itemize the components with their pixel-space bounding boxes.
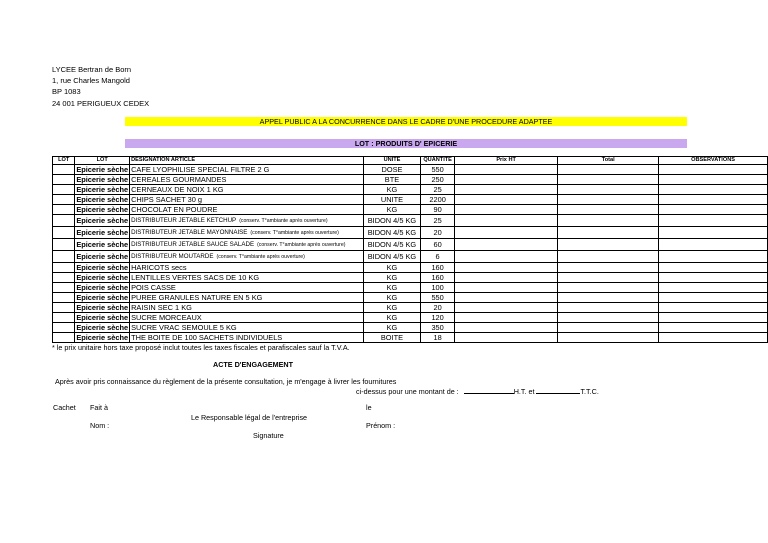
lot-cell	[53, 273, 75, 283]
responsable-label: Le Responsable légal de l'entreprise	[191, 413, 308, 422]
lot-cell	[53, 293, 75, 303]
category-cell: Epicerie sèche	[76, 303, 129, 312]
header-designation: DESIGNATION ARTICLE	[130, 157, 364, 165]
total-cell	[558, 239, 659, 251]
prix-ht-cell	[455, 185, 558, 195]
category-cell: Epicerie sèche	[76, 216, 129, 225]
unite-cell: KG	[363, 205, 420, 215]
designation-note: (conserv. T°ambiante après ouverture)	[250, 230, 339, 236]
designation-text: LENTILLES VERTES SACS DE 10 KG	[131, 273, 260, 282]
designation-text: DISTRIBUTEUR JETABLE SAUCE SALADE	[131, 241, 255, 248]
header-unite: UNITE	[363, 157, 420, 165]
table-row	[53, 227, 768, 239]
total-cell	[558, 283, 659, 293]
observations-cell	[659, 175, 768, 185]
category-cell: Epicerie sèche	[76, 263, 129, 272]
prix-ht-cell	[455, 273, 558, 283]
designation-cell	[130, 185, 364, 195]
table-row	[53, 185, 768, 195]
amount-prefix: ci-dessus pour une montant de :	[356, 387, 459, 396]
lot-cell	[53, 205, 75, 215]
category-cell: Epicerie sèche	[76, 240, 129, 249]
unite-cell: BOITE	[363, 333, 420, 343]
designation-cell	[130, 175, 364, 185]
lot-cell	[53, 185, 75, 195]
designation-text: SUCRE MORCEAUX	[131, 313, 202, 322]
lot-cell	[53, 323, 75, 333]
le-label: le	[366, 403, 372, 412]
quantite-cell: 160	[421, 273, 455, 283]
designation-cell	[130, 165, 364, 175]
engagement-sentence: Après avoir pris connaissance du règlement de la présente consultation, je m'engage à livrer les fournitures	[55, 377, 397, 386]
lot-cell	[53, 313, 75, 323]
category-cell: Epicerie sèche	[76, 293, 129, 302]
designation-cell	[130, 313, 364, 323]
table-row	[53, 313, 768, 323]
observations-cell	[659, 293, 768, 303]
prix-ht-cell	[455, 333, 558, 343]
observations-cell	[659, 273, 768, 283]
observations-cell	[659, 323, 768, 333]
amount-line	[356, 386, 599, 396]
observations-cell	[659, 215, 768, 227]
unite-cell: BIDON 4/5 KG	[363, 227, 420, 239]
designation-cell	[130, 323, 364, 333]
observations-cell	[659, 195, 768, 205]
unite-cell: DOSE	[363, 165, 420, 175]
prix-ht-cell	[455, 205, 558, 215]
total-cell	[558, 195, 659, 205]
total-cell	[558, 333, 659, 343]
category-cell: Epicerie sèche	[76, 333, 129, 342]
address-line: 24 001 PERIGUEUX CEDEX	[52, 98, 150, 108]
category-cell: Epicerie sèche	[76, 313, 129, 322]
lot-cell	[53, 303, 75, 313]
table-row	[53, 303, 768, 313]
header-quantite: QUANTITE	[421, 157, 455, 165]
quantite-cell: 60	[421, 239, 455, 251]
nom-label: Nom :	[90, 421, 110, 430]
table-row	[53, 251, 768, 263]
designation-text: CAFE LYOPHILISE SPECIAL FILTRE 2 G	[131, 165, 270, 174]
designation-cell	[130, 273, 364, 283]
lot-cell	[53, 251, 75, 263]
lot-title-banner: LOT : PRODUITS D' EPICERIE	[125, 139, 687, 148]
observations-cell	[659, 227, 768, 239]
category-cell: Epicerie sèche	[76, 165, 129, 174]
tender-banner: APPEL PUBLIC A LA CONCURRENCE DANS LE CADRE D'UNE PROCEDURE ADAPTEE	[125, 117, 687, 126]
lot-cell	[53, 227, 75, 239]
quantite-cell: 20	[421, 303, 455, 313]
unite-cell: BIDON 4/5 KG	[363, 239, 420, 251]
table-row	[53, 239, 768, 251]
category-cell: Epicerie sèche	[76, 228, 129, 237]
observations-cell	[659, 239, 768, 251]
unite-cell: BTE	[363, 175, 420, 185]
unite-cell: BIDON 4/5 KG	[363, 215, 420, 227]
designation-text: CERNEAUX DE NOIX 1 KG	[131, 185, 224, 194]
address-line: 1, rue Charles Mangold	[52, 76, 130, 86]
observations-cell	[659, 333, 768, 343]
quantite-cell: 120	[421, 313, 455, 323]
quantite-cell: 25	[421, 185, 455, 195]
designation-cell	[130, 333, 364, 343]
quantite-cell: 20	[421, 227, 455, 239]
table-row	[53, 263, 768, 273]
lot-cell	[53, 263, 75, 273]
table-row	[53, 175, 768, 185]
lot-cell	[53, 195, 75, 205]
header-prix-ht: Prix HT	[455, 157, 558, 165]
unite-cell: KG	[363, 313, 420, 323]
amount-ht-field[interactable]	[464, 386, 514, 394]
table-row	[53, 273, 768, 283]
fait-a-label: Fait à	[90, 403, 108, 412]
category-cell: Epicerie sèche	[76, 273, 129, 282]
observations-cell	[659, 165, 768, 175]
table-row	[53, 215, 768, 227]
school-address	[52, 64, 149, 109]
category-cell: Epicerie sèche	[76, 195, 129, 204]
prenom-label: Prénom :	[366, 421, 396, 430]
quantite-cell: 250	[421, 175, 455, 185]
quantite-cell: 100	[421, 283, 455, 293]
quantite-cell: 18	[421, 333, 455, 343]
unite-cell: KG	[363, 323, 420, 333]
table-row	[53, 195, 768, 205]
header-lot: LOT	[53, 157, 75, 165]
designation-cell	[130, 205, 364, 215]
unite-cell: KG	[363, 185, 420, 195]
engagement-title: ACTE D'ENGAGEMENT	[213, 360, 293, 369]
designation-text: THE BOITE DE 100 SACHETS INDIVIDUELS	[131, 333, 283, 342]
table-header-row	[53, 157, 768, 165]
designation-text: SUCRE VRAC SEMOULE 5 KG	[131, 323, 237, 332]
observations-cell	[659, 205, 768, 215]
unite-cell: KG	[363, 273, 420, 283]
header-total: Total	[558, 157, 659, 165]
ttc-label: T.T.C.	[580, 387, 599, 396]
total-cell	[558, 273, 659, 283]
total-cell	[558, 215, 659, 227]
category-cell: Epicerie sèche	[76, 185, 129, 194]
lot-cell	[53, 283, 75, 293]
prix-ht-cell	[455, 165, 558, 175]
prix-ht-cell	[455, 263, 558, 273]
category-cell: Epicerie sèche	[76, 252, 129, 261]
unite-cell: KG	[363, 293, 420, 303]
unite-cell: UNITE	[363, 195, 420, 205]
designation-cell	[130, 215, 364, 227]
total-cell	[558, 323, 659, 333]
unite-cell: BIDON 4/5 KG	[363, 251, 420, 263]
prix-ht-cell	[455, 175, 558, 185]
quantite-cell: 25	[421, 215, 455, 227]
designation-text: CHIPS SACHET 30 g	[131, 195, 203, 204]
prix-ht-cell	[455, 251, 558, 263]
designation-text: CEREALES GOURMANDES	[131, 175, 227, 184]
table-row	[53, 283, 768, 293]
observations-cell	[659, 185, 768, 195]
prix-ht-cell	[455, 313, 558, 323]
designation-text: DISTRIBUTEUR JETABLE KETCHUP	[131, 217, 237, 224]
signature-label: Signature	[253, 431, 284, 440]
unite-cell: KG	[363, 263, 420, 273]
prix-ht-cell	[455, 215, 558, 227]
prix-ht-cell	[455, 195, 558, 205]
designation-note: (conserv. T°ambiante après ouverture)	[257, 242, 346, 248]
designation-cell	[130, 251, 364, 263]
address-line: BP 1083	[52, 87, 81, 97]
lot-cell	[53, 215, 75, 227]
designation-text: DISTRIBUTEUR MOUTARDE	[131, 253, 214, 260]
category-cell: Epicerie sèche	[76, 205, 129, 214]
designation-text: DISTRIBUTEUR JETABLE MAYONNAISE	[131, 229, 248, 236]
observations-cell	[659, 303, 768, 313]
total-cell	[558, 227, 659, 239]
header-lot-category: LOT	[75, 157, 130, 165]
lot-cell	[53, 239, 75, 251]
amount-ttc-field[interactable]	[536, 386, 580, 394]
total-cell	[558, 205, 659, 215]
total-cell	[558, 175, 659, 185]
total-cell	[558, 313, 659, 323]
total-cell	[558, 303, 659, 313]
total-cell	[558, 185, 659, 195]
cachet-label: Cachet	[53, 403, 76, 412]
prix-ht-cell	[455, 283, 558, 293]
total-cell	[558, 293, 659, 303]
designation-cell	[130, 293, 364, 303]
table-row	[53, 333, 768, 343]
prix-ht-cell	[455, 303, 558, 313]
prix-ht-cell	[455, 293, 558, 303]
total-cell	[558, 263, 659, 273]
designation-cell	[130, 227, 364, 239]
observations-cell	[659, 251, 768, 263]
designation-text: HARICOTS secs	[131, 263, 187, 272]
address-line: LYCEE Bertran de Born	[52, 65, 132, 74]
unite-cell: KG	[363, 283, 420, 293]
designation-text: POIS CASSE	[131, 283, 176, 292]
quantite-cell: 160	[421, 263, 455, 273]
designation-text: PUREE GRANULES NATURE EN 5 KG	[131, 293, 263, 302]
designation-cell	[130, 263, 364, 273]
observations-cell	[659, 313, 768, 323]
total-cell	[558, 251, 659, 263]
designation-cell	[130, 283, 364, 293]
lot-cell	[53, 333, 75, 343]
quantite-cell: 90	[421, 205, 455, 215]
unite-cell: KG	[363, 303, 420, 313]
designation-note: (conserv. T°ambiante après ouverture)	[239, 218, 328, 224]
designation-cell	[130, 195, 364, 205]
table-row	[53, 205, 768, 215]
quantite-cell: 550	[421, 293, 455, 303]
table-row	[53, 323, 768, 333]
lot-cell	[53, 165, 75, 175]
lot-cell	[53, 175, 75, 185]
designation-text: RAISIN SEC 1 KG	[131, 303, 192, 312]
quantite-cell: 350	[421, 323, 455, 333]
quantite-cell: 550	[421, 165, 455, 175]
quantite-cell: 2200	[421, 195, 455, 205]
total-cell	[558, 165, 659, 175]
designation-text: CHOCOLAT EN POUDRE	[131, 205, 218, 214]
category-cell: Epicerie sèche	[76, 175, 129, 184]
quantite-cell: 6	[421, 251, 455, 263]
designation-cell	[130, 239, 364, 251]
observations-cell	[659, 263, 768, 273]
ht-label: H.T. et	[513, 387, 535, 396]
header-observations: OBSERVATIONS	[659, 157, 768, 165]
table-row	[53, 293, 768, 303]
prix-ht-cell	[455, 239, 558, 251]
prix-ht-cell	[455, 227, 558, 239]
category-cell: Epicerie sèche	[76, 283, 129, 292]
table-row	[53, 165, 768, 175]
observations-cell	[659, 283, 768, 293]
designation-cell	[130, 303, 364, 313]
category-cell: Epicerie sèche	[76, 323, 129, 332]
footnote: * le prix unitaire hors taxe proposé inclut toutes les taxes fiscales et parafiscales sauf la T.V.A.	[52, 343, 350, 352]
prix-ht-cell	[455, 323, 558, 333]
products-table	[52, 156, 768, 343]
designation-note: (conserv. T°ambiante après ouverture)	[216, 254, 305, 260]
